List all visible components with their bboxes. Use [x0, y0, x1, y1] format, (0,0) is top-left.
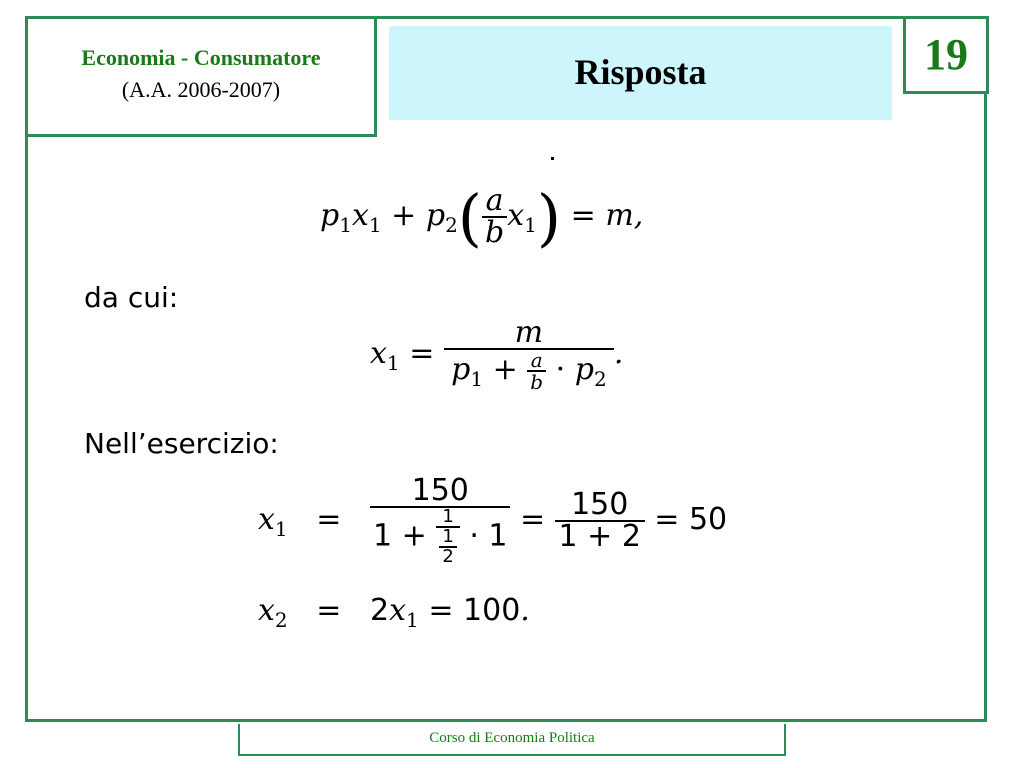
course-header-box [25, 16, 377, 137]
budget-equation: $p_1x_1 + p_2$( $\frac{a}{b}$ $x_1) = m$, [320, 181, 644, 254]
fraction-m-over-denominator: m $p_1$ + $\frac{a}{b}$ · $p_2$ [444, 318, 614, 392]
stray-dot [551, 157, 554, 160]
slide-title-band [389, 26, 892, 120]
text-nell-esercizio: Nell’esercizio: [84, 427, 279, 460]
x2-numeric: $x_2 = 2x_1 = 100$. [258, 593, 530, 632]
x1-numeric: $x_1$ = 150 1 + $\frac{1}{\frac{1}{2}}$ · 1 = $\frac{150}{1 + 2}$ = 50 [258, 473, 728, 567]
course-title: Economia - Consumatore [81, 45, 321, 70]
academic-year: (A.A. 2006-2007) [121, 77, 281, 102]
fraction-150-over-3: $\frac{150}{1 + 2}$ [555, 490, 645, 552]
fraction-a-over-b: $\frac{a}{b}$ [482, 186, 507, 248]
slide-title: Risposta [574, 52, 707, 92]
page-number: 19 [924, 30, 968, 79]
footer-box [238, 724, 786, 756]
x1-formula: $x_1$ = m $p_1$ + $\frac{a}{b}$ · $p_2$ . [370, 315, 624, 394]
text-da-cui: da cui: [84, 281, 179, 314]
page-number-box [903, 16, 989, 94]
fraction-150-over-complex: 150 1 + $\frac{1}{\frac{1}{2}}$ · 1 [370, 476, 510, 566]
footer-label: Corso di Economia Politica [429, 730, 595, 746]
